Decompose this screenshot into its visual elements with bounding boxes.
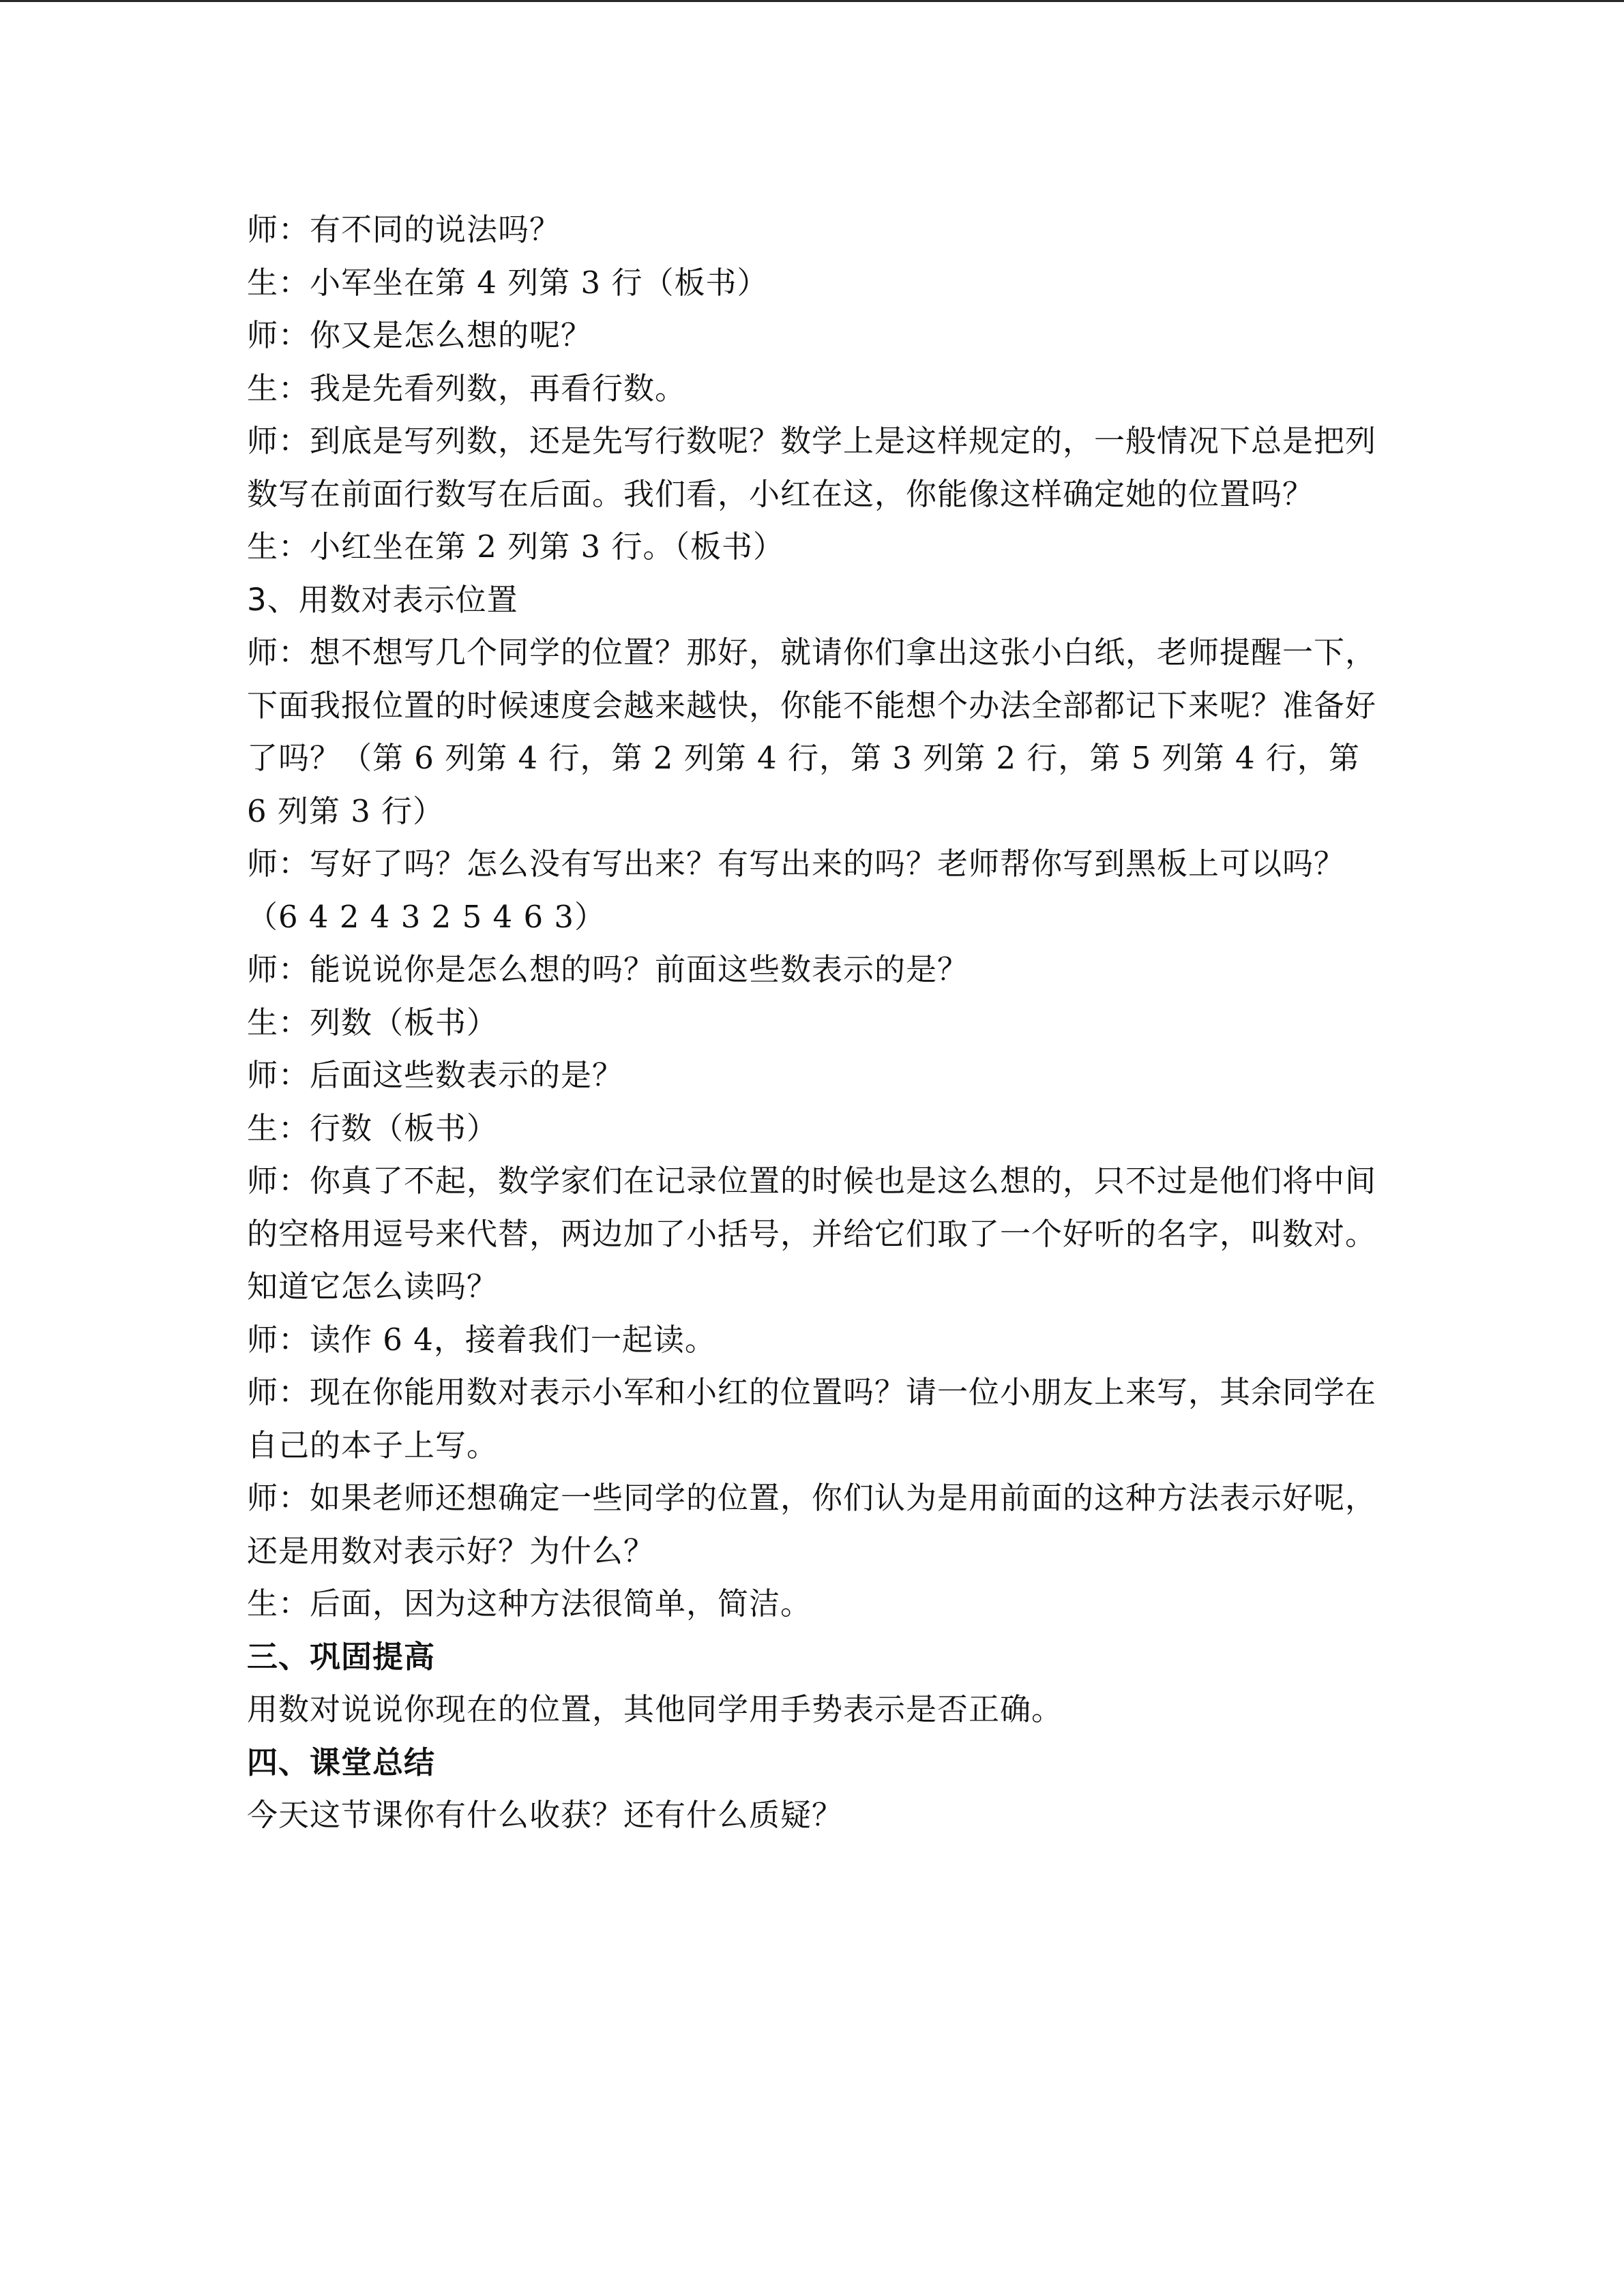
body-line: 今天这节课你有什么收获？还有什么质疑？ xyxy=(247,1797,844,1833)
dialogue-line: 师：如果老师还想确定一些同学的位置，你们认为是用前面的这种方法表示好呢，还是用数对表示好？为什么？ xyxy=(247,1480,1377,1569)
dialogue-line: 生：我是先看列数，再看行数。 xyxy=(247,370,687,406)
dialogue-line: 师：写好了吗？怎么没有写出来？有写出来的吗？老师帮你写到黑板上可以吗？（6 4 2 4 3 2 5 4 6 3） xyxy=(247,846,1346,935)
dialogue-line: 师：到底是写列数，还是先写行数呢？数学上是这样规定的，一般情况下总是把列数写在前面行数写在后面。我们看，小红在这，你能像这样确定她的位置吗？ xyxy=(247,423,1377,512)
dialogue-line: 生：小红坐在第 2 列第 3 行。（板书） xyxy=(247,528,784,565)
dialogue-line: 生：行数（板书） xyxy=(247,1109,499,1146)
page-top-border xyxy=(0,0,1624,2)
document-body xyxy=(247,203,1379,1842)
dialogue-line: 生：后面，因为这种方法很简单，简洁。 xyxy=(247,1585,812,1622)
dialogue-line: 师：能说说你是怎么想的吗？前面这些数表示的是？ xyxy=(247,951,969,987)
dialogue-line: 师：你又是怎么想的呢？ xyxy=(247,317,593,353)
dialogue-line: 师：现在你能用数对表示小军和小红的位置吗？请一位小朋友上来写，其余同学在自己的本子上写。 xyxy=(247,1374,1377,1463)
section-heading-consolidation: 三、巩固提高 xyxy=(247,1638,436,1675)
dialogue-line: 师：读作 6 4，接着我们一起读。 xyxy=(247,1321,716,1358)
dialogue-line: 生：小军坐在第 4 列第 3 行（板书） xyxy=(247,264,769,301)
subsection-title: 3、用数对表示位置 xyxy=(247,581,518,618)
dialogue-line: 师：后面这些数表示的是？ xyxy=(247,1057,624,1093)
body-line: 用数对说说你现在的位置，其他同学用手势表示是否正确。 xyxy=(247,1691,1063,1727)
dialogue-line: 师：你真了不起，数学家们在记录位置的时候也是这么想的，只不过是他们将中间的空格用逗号来代替，两边加了小括号，并给它们取了一个好听的名字，叫数对。知道它怎么读吗？ xyxy=(247,1163,1377,1304)
dialogue-line: 师：想不想写几个同学的位置？那好，就请你们拿出这张小白纸，老师提醒一下，下面我报位置的时候速度会越来越快，你能不能想个办法全部都记下来呢？准备好了吗？（第 6 列第 4 行，第 2 列第 4 行，第 3 列第 2 行，第 5 列第 4 行，第 6 列第 3 行） xyxy=(247,634,1377,829)
section-heading-summary: 四、课堂总结 xyxy=(247,1744,436,1780)
dialogue-line: 师：有不同的说法吗？ xyxy=(247,211,561,248)
dialogue-line: 生：列数（板书） xyxy=(247,1004,499,1041)
